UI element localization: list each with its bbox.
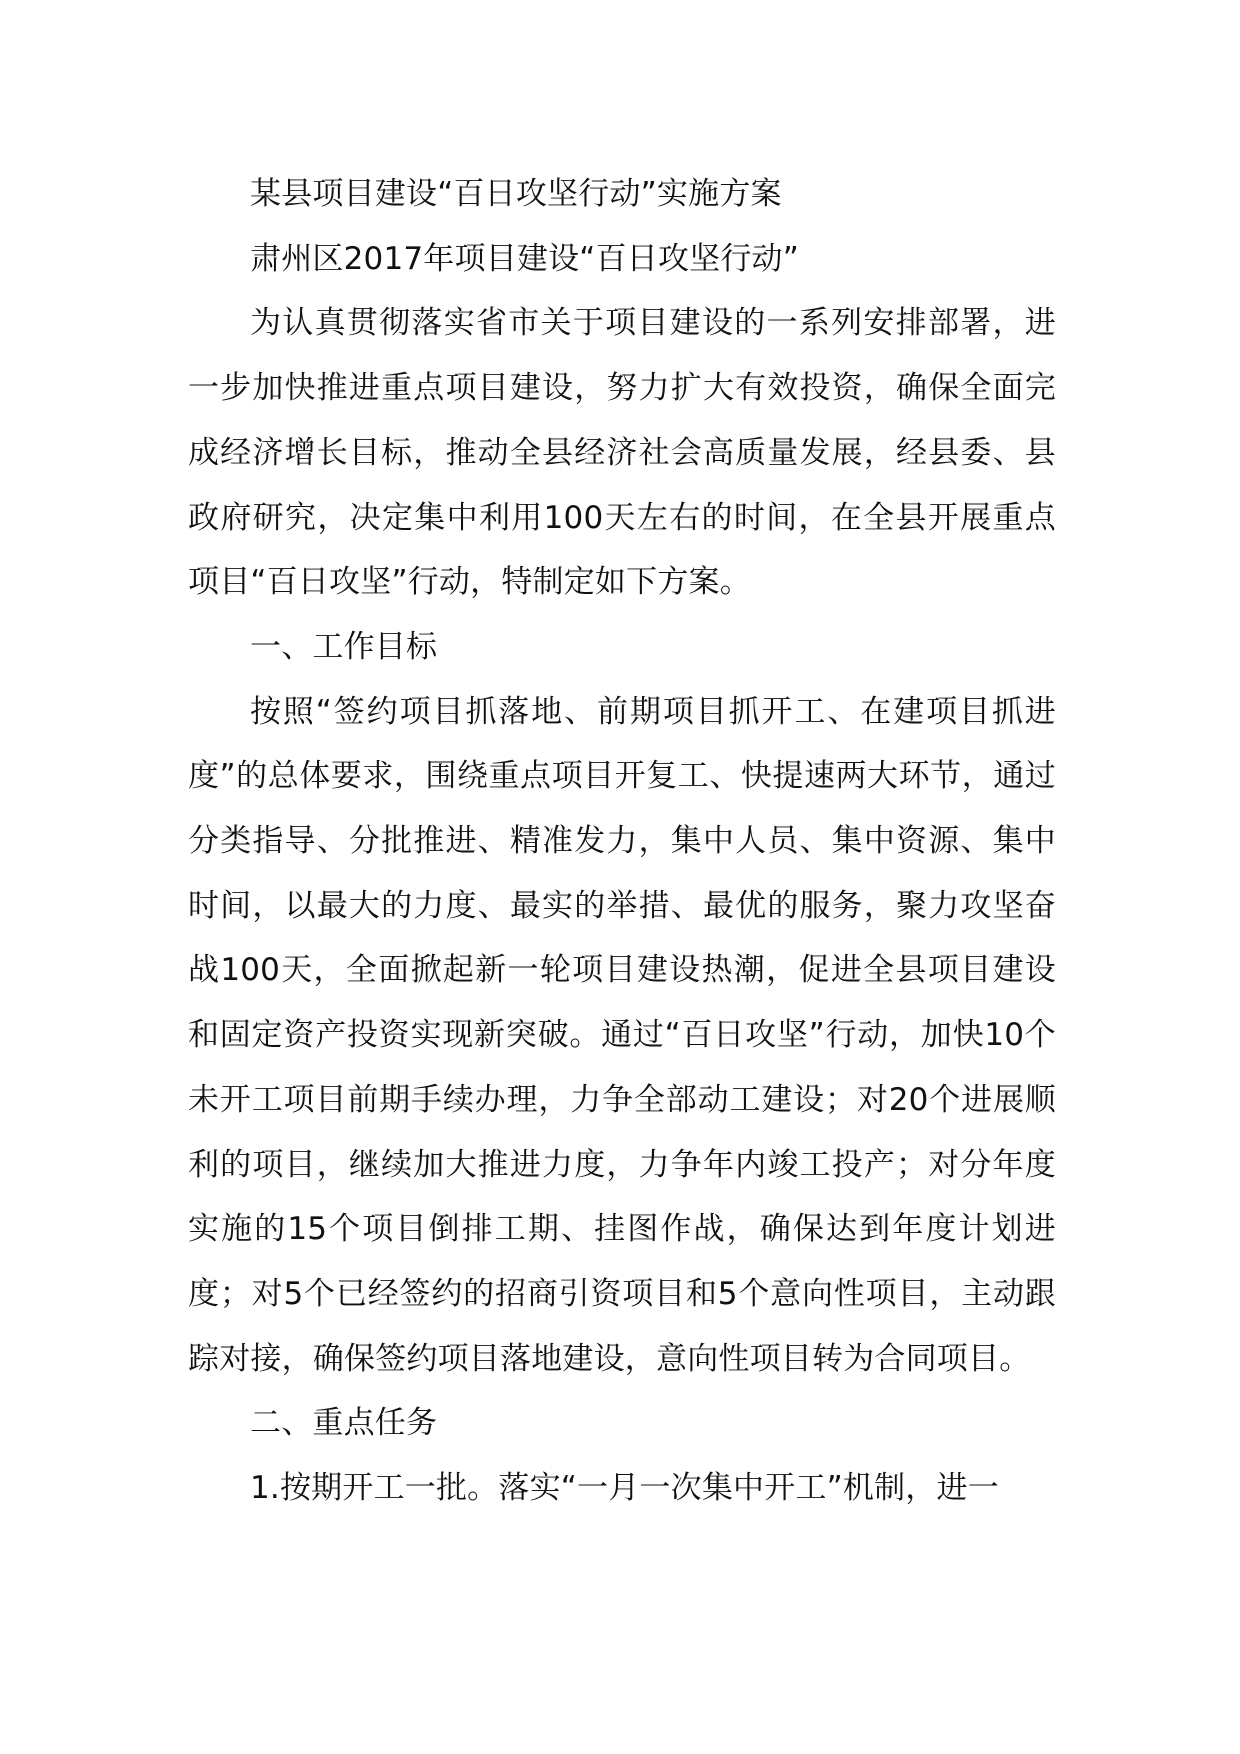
- goals-paragraph: 按照“签约项目抓落地、前期项目抓开工、在建项目抓进度”的总体要求，围绕重点项目开复工、快提速两大环节，通过分类指导、分批推进、精准发力，集中人员、集中资源、集中时间，以最大的力度、最实的举措、最优的服务，聚力攻坚奋战100天，全面掀起新一轮项目建设热潮，促进全县项目建设和固定资产投资实现新突破。通过“百日攻坚”行动，加快10个未开工项目前期手续办理，力争全部动工建设；对20个进展顺利的项目，继续加大推进力度，力争年内竣工投产；对分年度实施的15个项目倒排工期、挂图作战，确保达到年度计划进度；对5个已经签约的招商引资项目和5个意向性项目，主动跟踪对接，确保签约项目落地建设，意向性项目转为合同项目。: [188, 693, 1056, 1377]
- section-heading-goals: 一、工作目标: [250, 628, 438, 665]
- document-title: 某县项目建设“百日攻坚行动”实施方案: [250, 176, 782, 212]
- document-subtitle: 肃州区2017年项目建设“百日攻坚行动”: [250, 240, 800, 277]
- document-page: [188, 162, 1056, 1521]
- section-heading-tasks: 二、重点任务: [250, 1405, 438, 1442]
- intro-paragraph: 为认真贯彻落实省市关于项目建设的一系列安排部署，进一步加快推进重点项目建设，努力扩大有效投资，确保全面完成经济增长目标，推动全县经济社会高质量发展，经县委、县政府研究，决定集中利用100天左右的时间，在全县开展重点项目“百日攻坚”行动，特制定如下方案。: [188, 305, 1056, 601]
- task-item-1: 1.按期开工一批。落实“一月一次集中开工”机制，进一: [250, 1470, 999, 1507]
